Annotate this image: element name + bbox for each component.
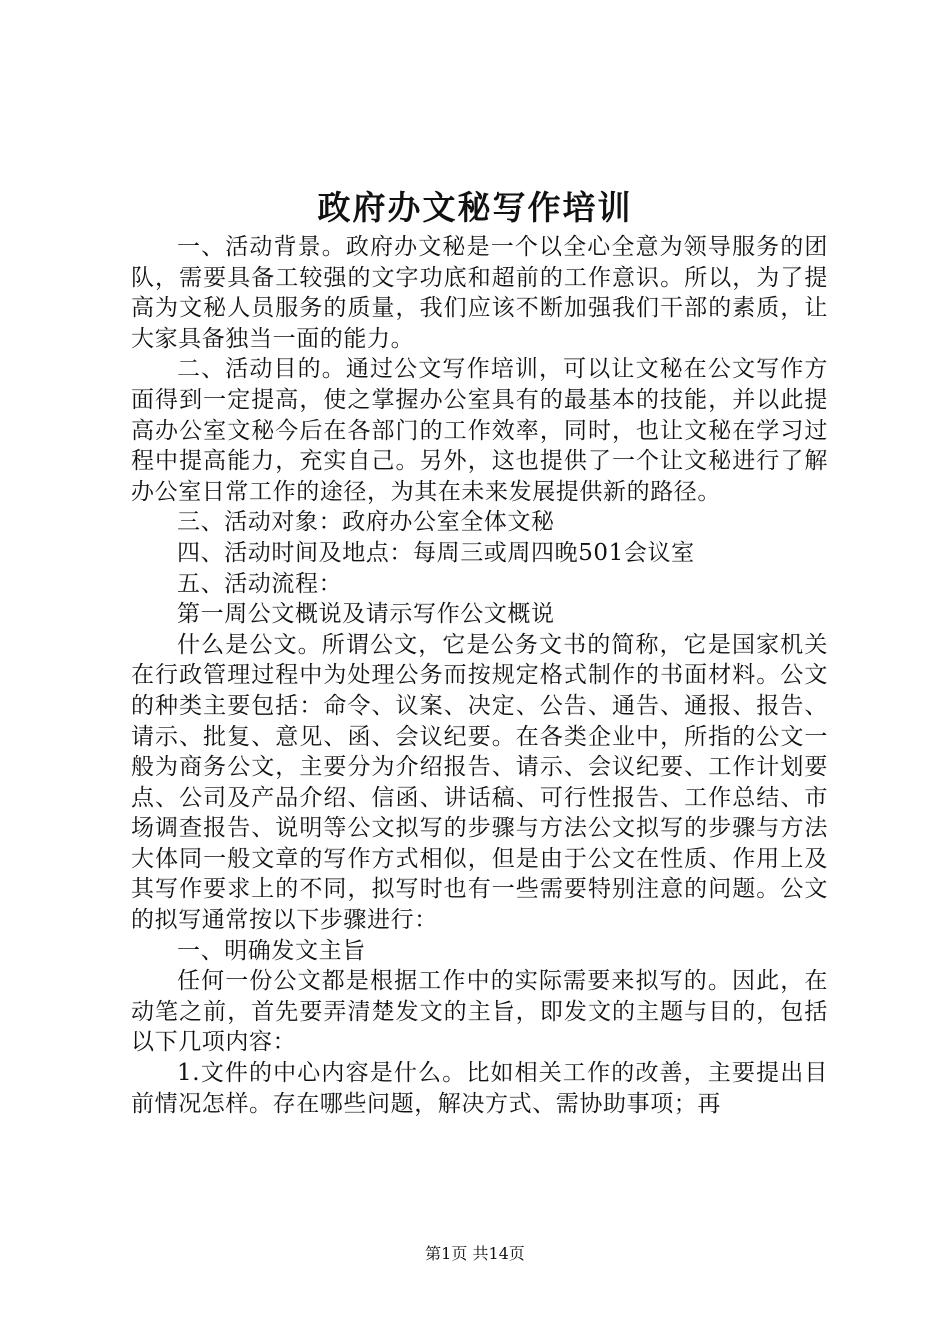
- paragraph-purpose: 二、活动目的。通过公文写作培训，可以让文秘在公文写作方面得到一定提高，使之掌握办公室具有的最基本的技能，并以此提高办公室文秘今后在各部门的工作效率，同时，也让文秘在学习过程中提高能力，充实自己。另外，这也提供了一个让文秘进行了解办公室日常工作的途径，为其在未来发展提供新的路径。: [131, 356, 828, 505]
- paragraph-week-one: 第一周公文概说及请示写作公文概说: [177, 601, 555, 628]
- paragraph-item-one: 1.文件的中心内容是什么。比如相关工作的改善，主要提出目前情况怎样。存在哪些问题，解决方式、需协助事项；再: [131, 1060, 828, 1117]
- paragraph-section-heading: 一、明确发文主旨: [177, 937, 366, 964]
- paragraph-process: 五、活动流程：: [177, 570, 343, 597]
- page-number-footer: 第1页 共14页: [425, 1244, 525, 1263]
- paragraph-time-location: 四、活动时间及地点：每周三或周四晚501会议室: [177, 539, 695, 566]
- document-title: 政府办文秘写作培训: [317, 188, 633, 227]
- paragraph-background: 一、活动背景。政府办文秘是一个以全心全意为领导服务的团队，需要具备工较强的文字功底和超前的工作意识。所以，为了提高为文秘人员服务的质量，我们应该不断加强我们干部的素质，让大家具备独当一面的能力。: [131, 234, 828, 352]
- document-body: [131, 232, 828, 1119]
- paragraph-purpose-detail: 任何一份公文都是根据工作中的实际需要来拟写的。因此，在动笔之前，首先要弄清楚发文的主旨，即发文的主题与目的，包括以下几项内容：: [131, 968, 828, 1056]
- paragraph-audience: 三、活动对象：政府办公室全体文秘: [177, 509, 555, 536]
- paragraph-what-is-document: 什么是公文。所谓公文，它是公务文书的简称，它是国家机关在行政管理过程中为处理公务而按规定格式制作的书面材料。公文的种类主要包括：命令、议案、决定、公告、通告、通报、报告、请示、批复、意见、函、会议纪要。在各类企业中，所指的公文一般为商务公文，主要分为介绍报告、请示、会议纪要、工作计划要点、公司及产品介绍、信函、讲话稿、可行性报告、工作总结、市场调查报告、说明等公文拟写的步骤与方法公文拟写的步骤与方法大体同一般文章的写作方式相似，但是由于公文在性质、作用上及其写作要求上的不同，拟写时也有一些需要特别注意的问题。公文的拟写通常按以下步骤进行：: [131, 631, 828, 934]
